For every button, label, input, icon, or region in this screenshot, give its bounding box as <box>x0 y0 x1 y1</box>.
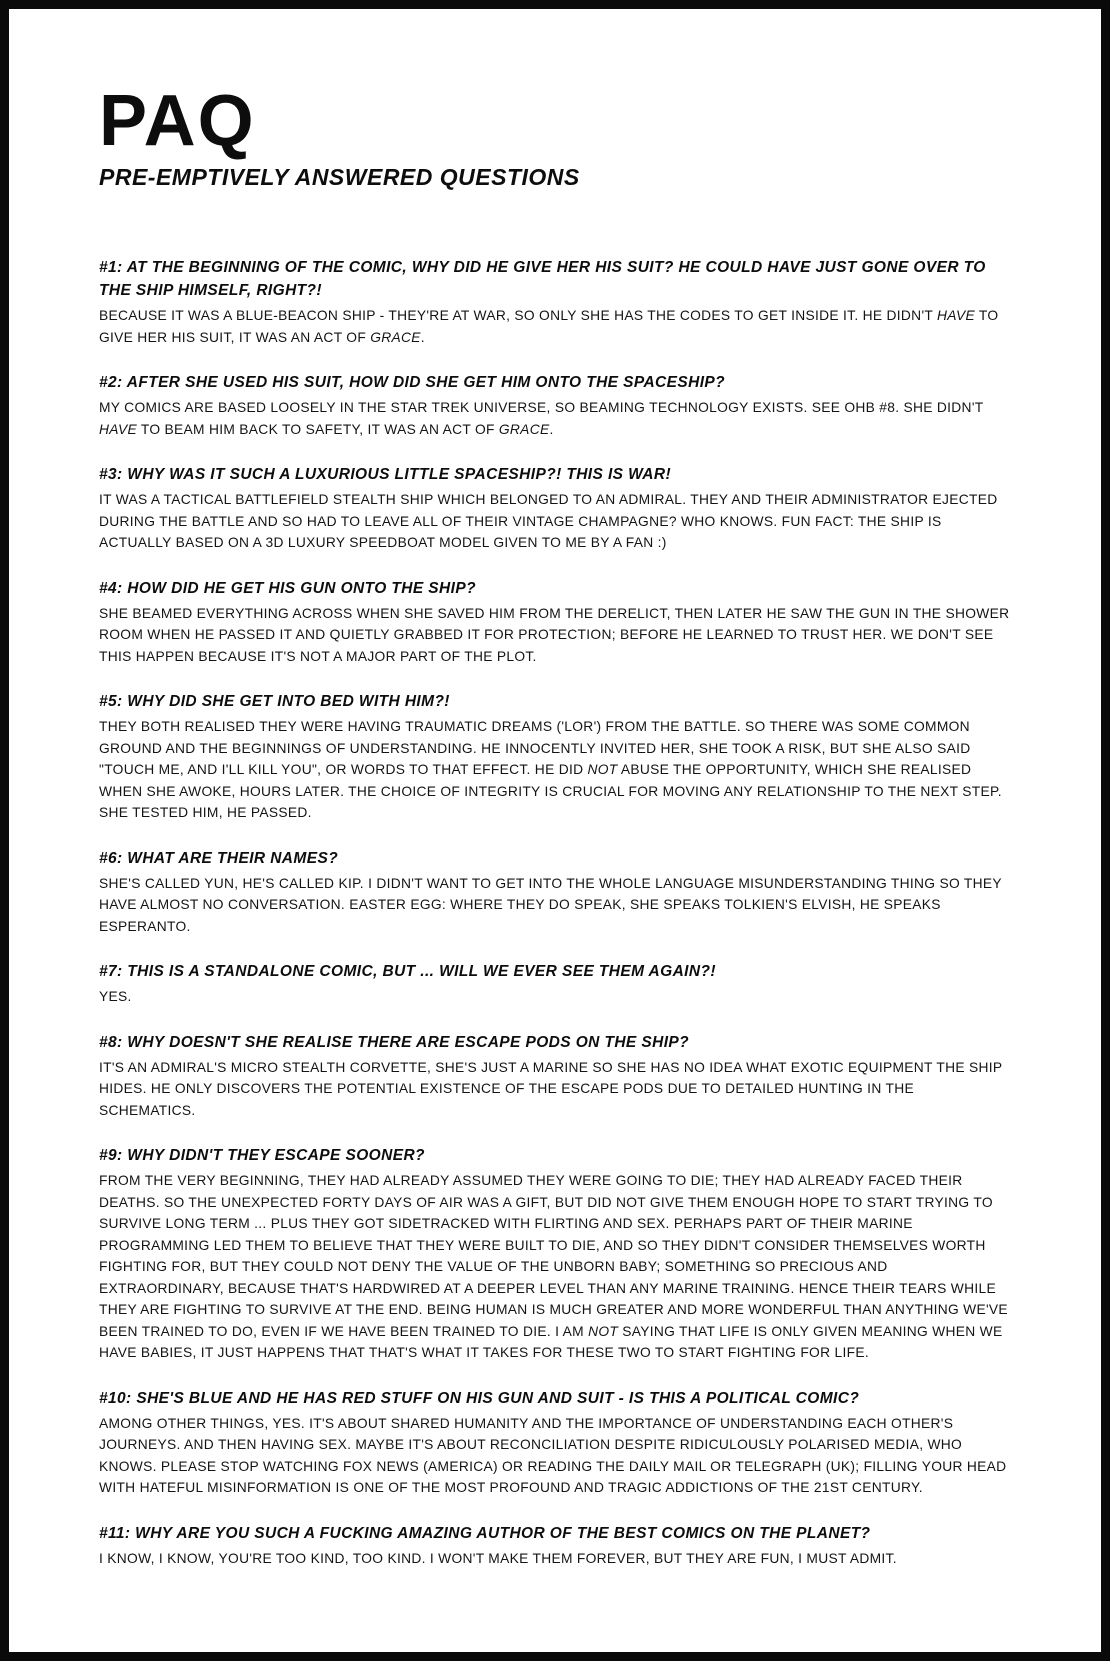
faq-question: #9: WHY DIDN'T THEY ESCAPE SOONER? <box>99 1147 425 1165</box>
answer-text: YES. <box>99 989 132 1005</box>
faq-section <box>99 577 1013 668</box>
answer-text-emphasis: GRACE <box>370 329 421 345</box>
answer-text: BECAUSE IT WAS A BLUE-BEACON SHIP - THEY'RE AT WAR, SO ONLY SHE HAS THE CODES TO GET INSIDE IT. HE DIDN'T <box>99 308 937 324</box>
faq-answer <box>99 1057 1013 1122</box>
faq-answer <box>99 489 1013 554</box>
faq-section <box>99 1144 1013 1364</box>
answer-text: AMONG OTHER THINGS, YES. IT'S ABOUT SHARED HUMANITY AND THE IMPORTANCE OF UNDERSTANDING EACH OTHER'S JOURNEYS. AND THEN HAVING SEX. MAYBE IT'S ABOUT RECONCILIATION DESPITE RIDICULOUSLY POLARISED MEDIA, WHO KNOWS. PLEASE STOP WATCHING FOX NEWS (AMERICA) OR READING THE DAILY MAIL OR TELEGRAPH (UK); FILLING YOUR HEAD WITH HATEFUL MISINFORMATION IS ONE OF THE MOST PROFOUND AND TRAGIC ADDICTIONS OF THE 21ST CENTURY. <box>99 1415 1007 1496</box>
faq-section <box>99 960 1013 1008</box>
faq-section <box>99 463 1013 554</box>
faq-section <box>99 847 1013 938</box>
answer-text-emphasis: NOT <box>588 1323 619 1339</box>
faq-list <box>99 256 1013 1569</box>
answer-text: FROM THE VERY BEGINNING, THEY HAD ALREADY ASSUMED THEY WERE GOING TO DIE; THEY HAD ALREADY FACED THEIR DEATHS. SO THE UNEXPECTED FORTY DAYS OF AIR WAS A GIFT, BUT DID NOT GIVE THEM ENOUGH HOPE TO START TRYING TO SURVIVE LONG TERM ... PLUS THEY GOT SIDETRACKED WITH FLIRTING AND SEX. PERHAPS PART OF THEIR MARINE PROGRAMMING LED THEM TO BELIEVE THAT THEY WERE BUILT TO DIE, AND SO THEY DIDN'T CONSIDER THEMSELVES WORTH FIGHTING FOR, BUT THEY COULD NOT DENY THE VALUE OF THE UNBORN BABY; SOMETHING SO PRECIOUS AND EXTRAORDINARY, BECAUSE THAT'S HARDWIRED AT A DEEPER LEVEL THAN ANY MARINE TRAINING. HENCE THEIR TEARS WHILE THEY ARE FIGHTING TO SURVIVE AT THE END. BEING HUMAN IS MUCH GREATER AND MORE WONDERFUL THAN ANYTHING WE'VE BEEN TRAINED TO DO, EVEN IF WE HAVE BEEN TRAINED TO DIE. I AM <box>99 1173 1008 1339</box>
answer-text-emphasis: HAVE <box>99 421 138 437</box>
answer-text: . <box>549 421 554 437</box>
page-content <box>9 9 1101 1652</box>
faq-section <box>99 1387 1013 1499</box>
answer-text: TO BEAM HIM BACK TO SAFETY, IT WAS AN ACT OF <box>137 421 499 437</box>
faq-question: #11: WHY ARE YOU SUCH A FUCKING AMAZING AUTHOR OF THE BEST COMICS ON THE PLANET? <box>99 1524 871 1542</box>
page-title: PAQ <box>99 81 256 161</box>
faq-answer <box>99 305 1013 348</box>
faq-section <box>99 371 1013 440</box>
faq-answer <box>99 1413 1013 1499</box>
answer-text: SAYING THAT LIFE IS ONLY GIVEN MEANING WHEN WE HAVE BABIES, IT JUST HAPPENS THAT THAT'S WHAT IT TAKES FOR THESE TWO TO START FIGHTING FOR LIFE. <box>99 1323 1003 1361</box>
answer-text: I KNOW, I KNOW, YOU'RE TOO KIND, TOO KIND. I WON'T MAKE THEM FOREVER, BUT THEY ARE FUN, I MUST ADMIT. <box>99 1550 897 1566</box>
answer-text: MY COMICS ARE BASED LOOSELY IN THE STAR TREK UNIVERSE, SO BEAMING TECHNOLOGY EXISTS. SEE OHB #8. SHE DIDN'T <box>99 400 984 416</box>
faq-answer <box>99 1170 1013 1364</box>
answer-text-emphasis: HAVE <box>937 308 976 324</box>
answer-text: IT'S AN ADMIRAL'S MICRO STEALTH CORVETTE, SHE'S JUST A MARINE SO SHE HAS NO IDEA WHAT EXOTIC EQUIPMENT THE SHIP HIDES. HE ONLY DISCOVERS THE POTENTIAL EXISTENCE OF THE ESCAPE PODS DUE TO DETAILED HUNTING IN THE SCHEMATICS. <box>99 1059 1003 1118</box>
faq-question: #3: WHY WAS IT SUCH A LUXURIOUS LITTLE SPACESHIP?! THIS IS WAR! <box>99 466 672 484</box>
faq-answer <box>99 1548 1013 1570</box>
answer-text: SHE'S CALLED YUN, HE'S CALLED KIP. I DIDN'T WANT TO GET INTO THE WHOLE LANGUAGE MISUNDERSTANDING THING SO THEY HAVE ALMOST NO CONVERSATION. EASTER EGG: WHERE THEY DO SPEAK, SHE SPEAKS TOLKIEN'S ELVISH, HE SPEAKS ESPERANTO. <box>99 875 1002 934</box>
answer-text: IT WAS A TACTICAL BATTLEFIELD STEALTH SHIP WHICH BELONGED TO AN ADMIRAL. THEY AND THEIR ADMINISTRATOR EJECTED DURING THE BATTLE AND SO HAD TO LEAVE ALL OF THEIR VINTAGE CHAMPAGNE? WHO KNOWS. FUN FACT: THE SHIP IS ACTUALLY BASED ON A 3D LUXURY SPEEDBOAT MODEL GIVEN TO ME BY A FAN :) <box>99 492 998 551</box>
faq-question: #2: AFTER SHE USED HIS SUIT, HOW DID SHE GET HIM ONTO THE SPACESHIP? <box>99 374 726 392</box>
page-subtitle: PRE-EMPTIVELY ANSWERED QUESTIONS <box>99 164 580 190</box>
page-header <box>99 81 1013 190</box>
faq-question: #4: HOW DID HE GET HIS GUN ONTO THE SHIP? <box>99 579 476 597</box>
faq-question: #7: THIS IS A STANDALONE COMIC, BUT ... WILL WE EVER SEE THEM AGAIN?! <box>99 963 716 981</box>
faq-answer <box>99 716 1013 824</box>
faq-answer <box>99 873 1013 938</box>
faq-question: #8: WHY DOESN'T SHE REALISE THERE ARE ESCAPE PODS ON THE SHIP? <box>99 1033 690 1051</box>
faq-question: #1: AT THE BEGINNING OF THE COMIC, WHY DID HE GIVE HER HIS SUIT? HE COULD HAVE JUST GONE OVER TO THE SHIP HIMSELF, RIGHT?! <box>99 259 986 300</box>
faq-question: #6: WHAT ARE THEIR NAMES? <box>99 849 339 867</box>
faq-section <box>99 1522 1013 1570</box>
faq-section <box>99 1031 1013 1122</box>
faq-answer <box>99 397 1013 440</box>
answer-text-emphasis: GRACE <box>498 421 550 437</box>
answer-text: ABUSE THE OPPORTUNITY, WHICH SHE REALISED WHEN SHE AWOKE, HOURS LATER. THE CHOICE OF INTEGRITY IS CRUCIAL FOR MOVING ANY RELATIONSHIP TO THE NEXT STEP. SHE TESTED HIM, HE PASSED. <box>99 762 1002 821</box>
faq-answer <box>99 986 1013 1008</box>
faq-answer <box>99 603 1013 668</box>
answer-text: . <box>420 329 425 345</box>
answer-text-emphasis: NOT <box>587 762 618 778</box>
faq-question: #5: WHY DID SHE GET INTO BED WITH HIM?! <box>99 693 450 711</box>
answer-text: THEY BOTH REALISED THEY WERE HAVING TRAUMATIC DREAMS ('LOR') FROM THE BATTLE. SO THERE WAS SOME COMMON GROUND AND THE BEGINNINGS OF UNDERSTANDING. HE INNOCENTLY INVITED HER, SHE TOOK A RISK, BUT SHE ALSO SAID "TOUCH ME, AND I'LL KILL YOU", OR WORDS TO THAT EFFECT. HE DID <box>99 719 971 778</box>
answer-text: SHE BEAMED EVERYTHING ACROSS WHEN SHE SAVED HIM FROM THE DERELICT, THEN LATER HE SAW THE GUN IN THE SHOWER ROOM WHEN HE PASSED IT AND QUIETLY GRABBED IT FOR PROTECTION; BEFORE HE LEARNED TO TRUST HER. WE DON'T SEE THIS HAPPEN BECAUSE IT'S NOT A MAJOR PART OF THE PLOT. <box>99 605 1010 664</box>
faq-question: #10: SHE'S BLUE AND HE HAS RED STUFF ON HIS GUN AND SUIT - IS THIS A POLITICAL COMIC? <box>99 1389 860 1407</box>
faq-section <box>99 690 1013 824</box>
faq-section <box>99 256 1013 348</box>
answer-text: TO GIVE HER HIS SUIT, IT WAS AN ACT OF <box>99 308 999 345</box>
